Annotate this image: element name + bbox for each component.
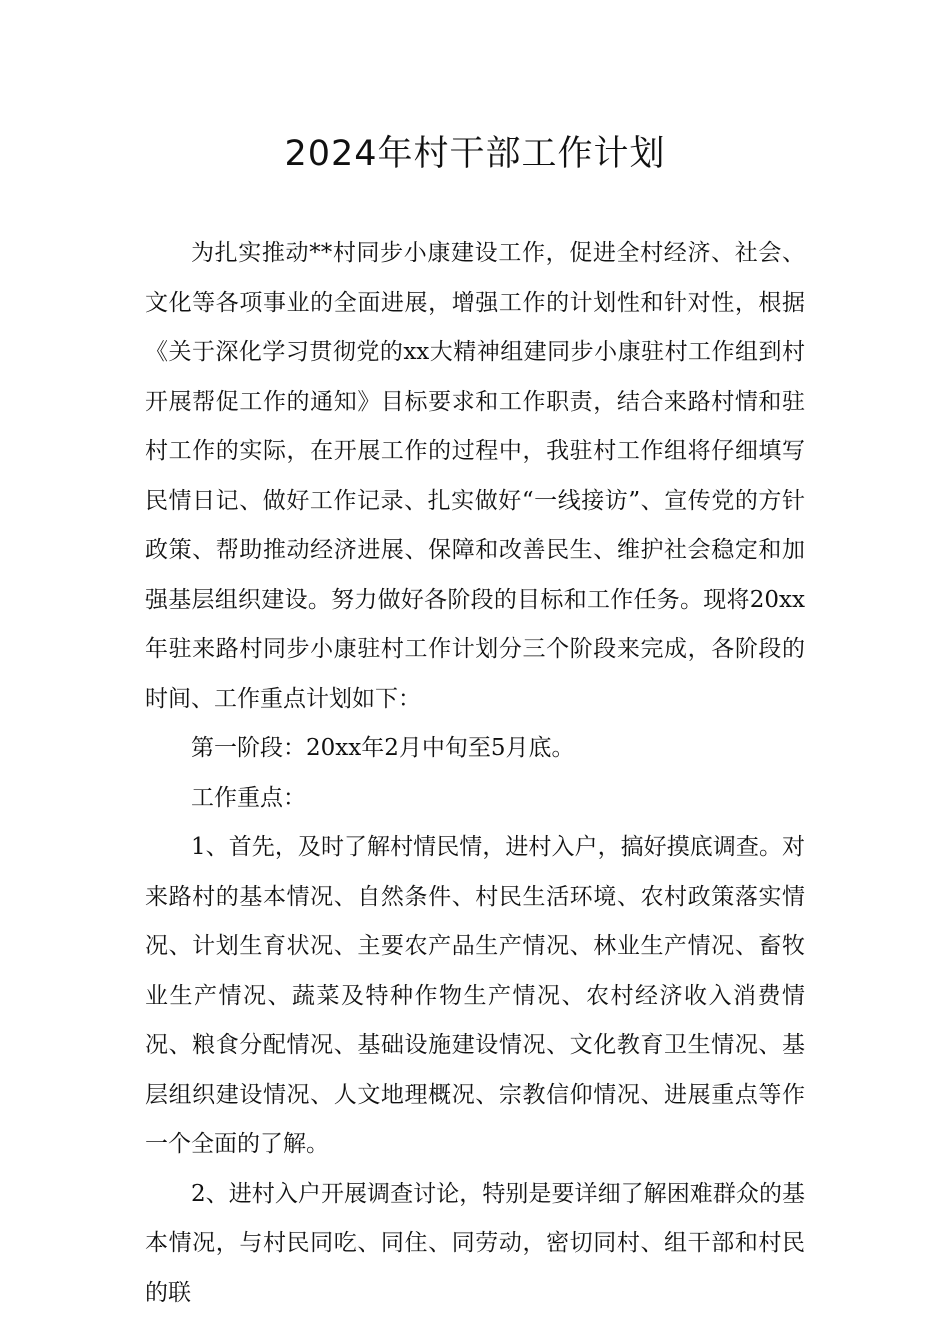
paragraph-item-2: 2、进村入户开展调查讨论，特别是要详细了解困难群众的基本情况，与村民同吃、同住、同劳动，密切同村、组干部和村民的联 [145,1180,805,1306]
paragraph-intro: 为扎实推动**村同步小康建设工作，促进全村经济、社会、文化等各项事业的全面进展，增强工作的计划性和针对性，根据《关于深化学习贯彻党的xx大精神组建同步小康驻村工作组到村开展帮促工作的通知》目标要求和工作职责，结合来路村情和驻村工作的实际，在开展工作的过程中，我驻村工作组将仔细填写民情日记、做好工作记录、扎实做好“一线接访”、宣传党的方针政策、帮助推动经济进展、保障和改善民生、维护社会稳定和加强基层组织建设。努力做好各阶段的目标和工作任务。现将20xx年驻来路村同步小康驻村工作计划分三个阶段来完成，各阶段的时间、工作重点计划如下： [145,240,805,712]
document-title: 2024年村干部工作计划 [284,134,666,174]
paragraph-phase-one: 第一阶段：20xx年2月中旬至5月底。 [191,735,575,761]
document-body [145,229,805,1318]
paragraph-item-1: 1、首先，及时了解村情民情，进村入户，搞好摸底调查。对来路村的基本情况、自然条件、村民生活环境、农村政策落实情况、计划生育状况、主要农产品生产情况、林业生产情况、畜牧业生产情况、蔬菜及特种作物生产情况、农村经济收入消费情况、粮食分配情况、基础设施建设情况、文化教育卫生情况、基层组织建设情况、人文地理概况、宗教信仰情况、进展重点等作一个全面的了解。 [145,834,805,1157]
paragraph-work-focus: 工作重点： [191,784,306,811]
